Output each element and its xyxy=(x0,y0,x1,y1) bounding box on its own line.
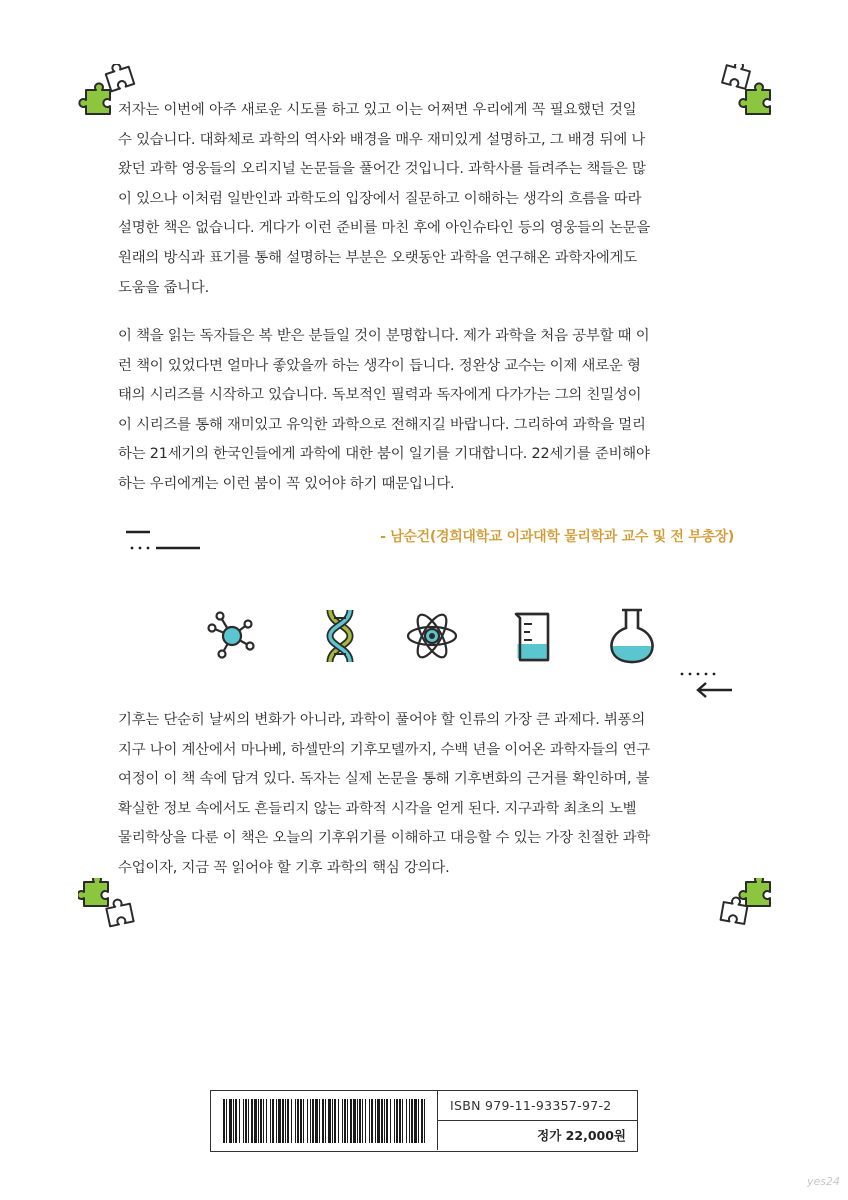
barcode-bar xyxy=(365,1099,366,1143)
barcode-bar xyxy=(390,1099,391,1143)
watermark-text: yes24 xyxy=(806,1175,840,1188)
isbn-price-panel xyxy=(437,1091,638,1150)
barcode-bar xyxy=(344,1099,346,1143)
review-paragraph-2 xyxy=(118,322,732,500)
barcode-bar xyxy=(233,1099,234,1143)
barcode-bar xyxy=(350,1099,352,1143)
text-line: 도움을 줍니다. xyxy=(118,279,209,296)
barcode-bar xyxy=(307,1099,308,1143)
text-line: 설명한 책은 없습니다. 게다가 이런 준비를 마친 후에 아인슈타인 등의 영웅들의 논문을 xyxy=(118,220,651,237)
text-line: 지구 나이 계산에서 마나베, 하셀만의 기후모델까지, 수백 년을 이어온 과학자들의 연구 xyxy=(118,741,651,758)
barcode-bar xyxy=(287,1099,289,1143)
barcode-bar xyxy=(235,1099,237,1143)
beaker-icon xyxy=(504,604,560,668)
text-line: 물리학상을 다룬 이 책은 오늘의 기후위기를 이해하고 대응할 수 있는 가장 친절한 과학 xyxy=(118,830,651,847)
barcode-bar xyxy=(239,1099,240,1143)
text-line: 왔던 과학 영웅들의 오리지널 논문들을 풀어간 것입니다. 과학사를 들려주는 책들은 많 xyxy=(118,161,646,178)
barcode-bar xyxy=(260,1099,262,1143)
barcode-bar xyxy=(369,1099,370,1143)
barcode-bar xyxy=(266,1099,267,1143)
barcode-bar xyxy=(229,1099,232,1143)
text-line: 원래의 방식과 표기를 통해 설명하는 부분은 오랫동안 과학을 연구해온 과학자에게도 xyxy=(118,249,637,266)
barcode-bar xyxy=(402,1099,403,1143)
barcode-bar xyxy=(332,1099,333,1143)
barcode-bar xyxy=(424,1099,425,1143)
molecule-icon xyxy=(200,604,256,668)
barcode-bar xyxy=(303,1099,304,1143)
barcode-bar xyxy=(243,1099,244,1143)
barcode-bar xyxy=(245,1099,247,1143)
barcode-bar xyxy=(315,1099,318,1143)
review-paragraph-1 xyxy=(118,96,732,303)
text-line: 이 시리즈를 통해 재미있고 유익한 과학으로 전해지길 바랍니다. 그리하여 과학을 멀리 xyxy=(118,416,646,433)
barcode-bar xyxy=(295,1099,296,1143)
barcode-box xyxy=(210,1090,638,1152)
barcode-bar xyxy=(297,1099,299,1143)
barcode-bar xyxy=(258,1099,259,1143)
text-line: 태의 시리즈를 시작하고 있습니다. 독보적인 필력과 독자에게 다가가는 그의 친밀성이 xyxy=(118,387,642,404)
barcode-bar xyxy=(226,1099,227,1143)
puzzle-decoration-bottom-left xyxy=(78,878,142,930)
text-line: 하는 21세기의 한국인들에게 과학에 대한 붐이 일기를 기대합니다. 22세기를 준비해야 xyxy=(118,446,650,463)
barcode-bar xyxy=(399,1099,401,1143)
barcode-bar xyxy=(406,1099,407,1143)
price-label: 정가 22,000원 xyxy=(537,1128,626,1143)
barcode-bar xyxy=(223,1099,225,1143)
barcode-image xyxy=(223,1099,429,1143)
arrow-left-decoration xyxy=(676,668,736,698)
text-line: 이 책을 읽는 독자들은 복 받은 분들일 것이 분명합니다. 제가 과학을 처음 공부할 때 이 xyxy=(118,328,650,344)
barcode-bar xyxy=(312,1099,314,1143)
text-line: 이 있으나 이처럼 일반인과 과학도의 입장에서 질문하고 이해하는 생각의 흐름을 따라 xyxy=(118,190,642,207)
barcode-bar xyxy=(276,1099,277,1143)
barcode-bar xyxy=(353,1099,356,1143)
text-line: 하는 우리에게는 이런 붐이 꼭 있어야 하기 때문입니다. xyxy=(118,475,455,492)
book-description xyxy=(118,706,732,884)
barcode-bar xyxy=(359,1099,361,1143)
barcode-bar xyxy=(347,1099,348,1143)
barcode-bar xyxy=(334,1099,336,1143)
barcode-bar xyxy=(310,1099,311,1143)
barcode-bar xyxy=(300,1099,302,1143)
atom-icon xyxy=(404,604,460,668)
barcode-bar xyxy=(377,1099,380,1143)
barcode-bar xyxy=(270,1099,271,1143)
barcode-bar xyxy=(342,1099,343,1143)
text-line: 수업이자, 지금 꼭 읽어야 할 기후 과학의 핵심 강의다. xyxy=(118,859,450,876)
flask-icon xyxy=(604,604,660,668)
text-line: 수 있습니다. 대화체로 과학의 역사와 배경을 매우 재미있게 설명하고, 그 배경 뒤에 나 xyxy=(118,131,646,148)
barcode-bar xyxy=(248,1099,249,1143)
barcode-bar xyxy=(375,1099,376,1143)
barcode-bar xyxy=(414,1099,417,1143)
barcode-bar xyxy=(328,1099,331,1143)
text-line: 여정이 이 책 속에 담겨 있다. 독자는 실제 논문을 통해 기후변화의 근거를 확인하며, 불 xyxy=(118,771,650,788)
dotted-line-decoration xyxy=(122,528,204,552)
barcode-bar xyxy=(272,1099,274,1143)
text-line: 기후는 단순히 날씨의 변화가 아니라, 과학이 풀어야 할 인류의 가장 큰 과제다. 뷔퐁의 xyxy=(118,712,646,728)
barcode-bar xyxy=(411,1099,413,1143)
barcode-bar xyxy=(251,1099,253,1143)
text-line: 런 책이 있었다면 얼마나 좋았을까 하는 생각이 듭니다. 정완상 교수는 이제 새로운 형 xyxy=(118,357,641,374)
barcode-bar xyxy=(254,1099,257,1143)
barcode-bar xyxy=(338,1099,339,1143)
barcode-bar xyxy=(386,1099,388,1143)
barcode-bar xyxy=(322,1099,324,1143)
barcode-bar xyxy=(325,1099,326,1143)
barcode-bar xyxy=(263,1099,264,1143)
text-line: 확실한 정보 속에서도 흔들리지 않는 과학적 시각을 얻게 된다. 지구과학 최초의 노벨 xyxy=(118,800,637,817)
barcode-bar xyxy=(381,1099,383,1143)
isbn-number: ISBN 979-11-93357-97-2 xyxy=(438,1091,638,1121)
dna-icon xyxy=(312,604,368,668)
barcode-bar xyxy=(384,1099,385,1143)
review-attribution: - 남순건(경희대학교 이과대학 물리학과 교수 및 전 부총장) xyxy=(380,529,734,545)
barcode-bar xyxy=(319,1099,320,1143)
puzzle-decoration-bottom-right xyxy=(716,878,780,930)
barcode-bar xyxy=(357,1099,358,1143)
text-line: 저자는 이번에 아주 새로운 시도를 하고 있고 이는 어쩌면 우리에게 꼭 필요했던 것일 xyxy=(118,102,637,118)
barcode-bar xyxy=(418,1099,419,1143)
barcode-bar xyxy=(394,1099,395,1143)
science-icons-row xyxy=(200,604,660,668)
barcode-bar xyxy=(282,1099,284,1143)
barcode-bar xyxy=(396,1099,398,1143)
barcode-bar xyxy=(409,1099,410,1143)
barcode-bar xyxy=(285,1099,286,1143)
barcode-bar xyxy=(371,1099,373,1143)
barcode-bar xyxy=(291,1099,292,1143)
barcode-bar xyxy=(362,1099,363,1143)
barcode-bar xyxy=(278,1099,281,1143)
barcode-bar xyxy=(421,1099,423,1143)
